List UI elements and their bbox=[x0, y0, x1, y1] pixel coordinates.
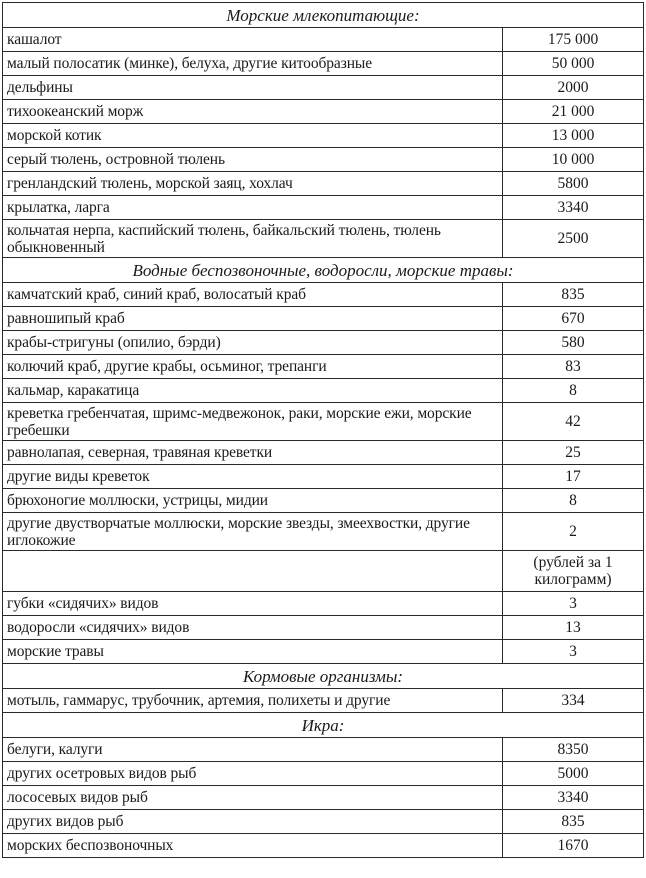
unit-note: (рублей за 1 килограмм) bbox=[503, 551, 644, 592]
table-row bbox=[3, 592, 644, 616]
table-row bbox=[3, 379, 644, 403]
species-name: другие двустворчатые моллюски, морские звезды, змеехвостки, другие иглокожие bbox=[3, 513, 503, 551]
table-row bbox=[3, 640, 644, 664]
table-row bbox=[3, 148, 644, 172]
section-title: Икра: bbox=[3, 713, 644, 738]
rate-value: 50 000 bbox=[503, 52, 644, 76]
table-row bbox=[3, 762, 644, 786]
species-name: водоросли «сидячих» видов bbox=[3, 616, 503, 640]
table-row bbox=[3, 834, 644, 858]
rate-value: 13 000 bbox=[503, 124, 644, 148]
rate-value: 17 bbox=[503, 465, 644, 489]
table-row bbox=[3, 810, 644, 834]
table-row bbox=[3, 220, 644, 258]
rate-value: 2500 bbox=[503, 220, 644, 258]
table-row bbox=[3, 616, 644, 640]
rate-value: 5000 bbox=[503, 762, 644, 786]
table-row bbox=[3, 786, 644, 810]
species-name: мотыль, гаммарус, трубочник, артемия, полихеты и другие bbox=[3, 689, 503, 713]
species-name: кашалот bbox=[3, 28, 503, 52]
table-row bbox=[3, 283, 644, 307]
section-header bbox=[3, 713, 644, 738]
unit-row bbox=[3, 551, 644, 592]
rate-value: 42 bbox=[503, 403, 644, 441]
species-name: креветка гребенчатая, шримс-медвежонок, раки, морские ежи, морские гребешки bbox=[3, 403, 503, 441]
species-name: губки «сидячих» видов bbox=[3, 592, 503, 616]
section-title: Водные беспозвоночные, водоросли, морские травы: bbox=[3, 258, 644, 283]
table-row bbox=[3, 738, 644, 762]
species-name: малый полосатик (минке), белуха, другие китообразные bbox=[3, 52, 503, 76]
species-name: равнолапая, северная, травяная креветки bbox=[3, 441, 503, 465]
rate-value: 334 bbox=[503, 689, 644, 713]
rate-value: 670 bbox=[503, 307, 644, 331]
rate-value: 3 bbox=[503, 592, 644, 616]
species-name: лососевых видов рыб bbox=[3, 786, 503, 810]
rate-value: 8 bbox=[503, 379, 644, 403]
species-name: равношипый краб bbox=[3, 307, 503, 331]
species-name: белуги, калуги bbox=[3, 738, 503, 762]
section-title: Морские млекопитающие: bbox=[3, 3, 644, 28]
compensation-rates-table bbox=[2, 2, 644, 858]
species-name: другие виды креветок bbox=[3, 465, 503, 489]
section-title: Кормовые организмы: bbox=[3, 664, 644, 689]
rate-value: 2 bbox=[503, 513, 644, 551]
rate-value: 3 bbox=[503, 640, 644, 664]
species-name: других осетровых видов рыб bbox=[3, 762, 503, 786]
rate-value: 21 000 bbox=[503, 100, 644, 124]
table-row bbox=[3, 331, 644, 355]
species-name: морской котик bbox=[3, 124, 503, 148]
section-header bbox=[3, 258, 644, 283]
rate-value: 5800 bbox=[503, 172, 644, 196]
species-name: тихоокеанский морж bbox=[3, 100, 503, 124]
rate-value: 835 bbox=[503, 283, 644, 307]
table-row bbox=[3, 355, 644, 379]
rate-value: 175 000 bbox=[503, 28, 644, 52]
section-header bbox=[3, 3, 644, 28]
table-row bbox=[3, 124, 644, 148]
rate-value: 835 bbox=[503, 810, 644, 834]
rate-value: 13 bbox=[503, 616, 644, 640]
rate-value: 1670 bbox=[503, 834, 644, 858]
rate-value: 10 000 bbox=[503, 148, 644, 172]
species-name: кольчатая нерпа, каспийский тюлень, байкальский тюлень, тюлень обыкновенный bbox=[3, 220, 503, 258]
table-row bbox=[3, 100, 644, 124]
species-name: колючий краб, другие крабы, осьминог, трепанги bbox=[3, 355, 503, 379]
table-row bbox=[3, 403, 644, 441]
table-row bbox=[3, 52, 644, 76]
table-row bbox=[3, 489, 644, 513]
rate-value: 25 bbox=[503, 441, 644, 465]
species-name: других видов рыб bbox=[3, 810, 503, 834]
table-row bbox=[3, 465, 644, 489]
table-row bbox=[3, 513, 644, 551]
species-name: дельфины bbox=[3, 76, 503, 100]
rate-value: 580 bbox=[503, 331, 644, 355]
rate-value: 8350 bbox=[503, 738, 644, 762]
species-name: гренландский тюлень, морской заяц, хохлач bbox=[3, 172, 503, 196]
section-header bbox=[3, 664, 644, 689]
species-name: крылатка, ларга bbox=[3, 196, 503, 220]
table-row bbox=[3, 196, 644, 220]
table-row bbox=[3, 76, 644, 100]
species-name: морских беспозвоночных bbox=[3, 834, 503, 858]
rate-value: 8 bbox=[503, 489, 644, 513]
species-name: крабы-стригуны (опилио, бэрди) bbox=[3, 331, 503, 355]
table-row bbox=[3, 172, 644, 196]
species-name: морские травы bbox=[3, 640, 503, 664]
table-row bbox=[3, 307, 644, 331]
rate-value: 83 bbox=[503, 355, 644, 379]
species-name: серый тюлень, островной тюлень bbox=[3, 148, 503, 172]
rate-value: 3340 bbox=[503, 786, 644, 810]
species-name: брюхоногие моллюски, устрицы, мидии bbox=[3, 489, 503, 513]
empty-cell bbox=[3, 551, 503, 592]
table-row bbox=[3, 689, 644, 713]
table-row bbox=[3, 28, 644, 52]
rate-value: 3340 bbox=[503, 196, 644, 220]
species-name: камчатский краб, синий краб, волосатый краб bbox=[3, 283, 503, 307]
table-row bbox=[3, 441, 644, 465]
species-name: кальмар, каракатица bbox=[3, 379, 503, 403]
rate-value: 2000 bbox=[503, 76, 644, 100]
